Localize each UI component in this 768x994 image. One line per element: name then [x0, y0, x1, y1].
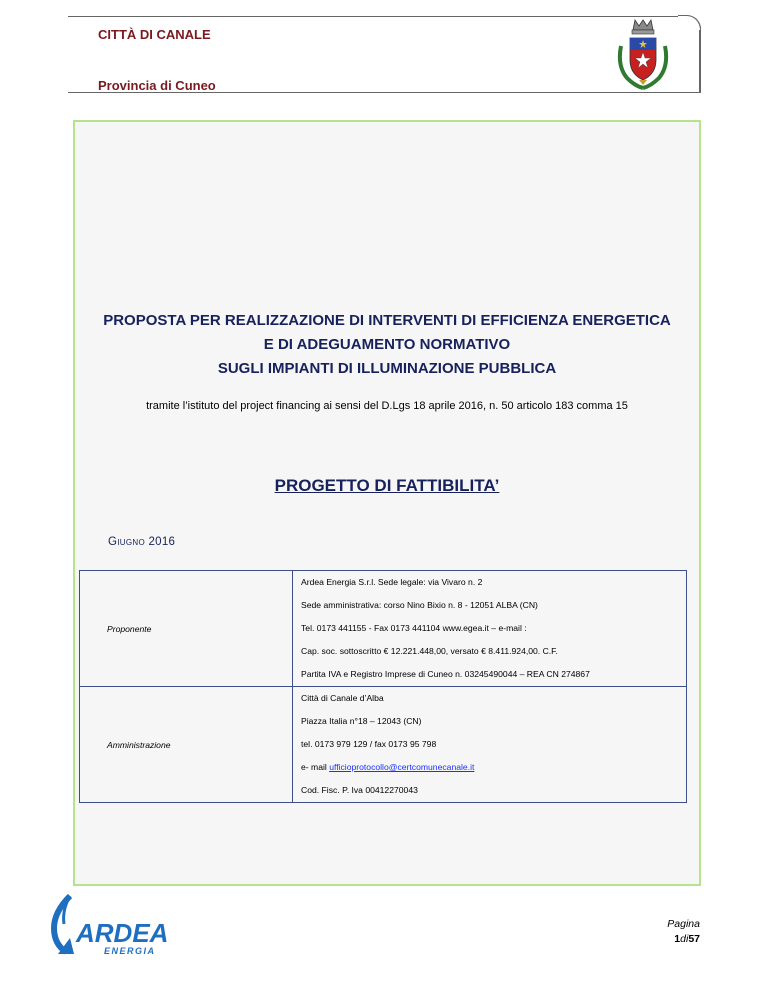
info-table	[79, 570, 687, 803]
proponente-line: Sede amministrativa: corso Nino Bixio n. 8 - 12051 ALBA (CN)	[301, 600, 538, 610]
page-count	[610, 932, 700, 947]
page-of: di	[680, 933, 689, 945]
proponente-line: Ardea Energia S.r.l. Sede legale: via Vivaro n. 2	[301, 577, 483, 587]
coat-of-arms-icon	[613, 16, 673, 90]
title-line-3: SUGLI IMPIANTI DI ILLUMINAZIONE PUBBLICA	[217, 360, 557, 377]
title-line-1: PROPOSTA PER REALIZZAZIONE DI INTERVENTI DI EFFICIENZA ENERGETICA	[103, 312, 671, 329]
amministrazione-details	[293, 687, 687, 803]
page-number	[610, 917, 700, 947]
proponente-details	[293, 571, 687, 687]
amministrazione-line: Cod. Fisc. P. Iva 00412270043	[301, 785, 418, 795]
page-total: 57	[688, 933, 700, 945]
city-name: CITTÀ DI CANALE	[98, 27, 211, 42]
document-date: Giugno 2016	[108, 536, 176, 548]
amministrazione-line: tel. 0173 979 129 / fax 0173 95 798	[301, 739, 437, 749]
proponente-line: Cap. soc. sottoscritto € 12.221.448,00, versato € 8.411.924,00. C.F.	[301, 646, 558, 656]
proponente-label: Proponente	[80, 571, 293, 687]
page-current: 1	[674, 933, 681, 945]
proponente-row	[80, 571, 687, 687]
proponente-line: Partita IVA e Registro Imprese di Cuneo n. 03245490044 – REA CN 274867	[301, 669, 590, 679]
logo-subtext: ENERGIA	[104, 946, 156, 956]
project-title: PROGETTO DI FATTIBILITA’	[274, 476, 500, 495]
email-prefix: e- mail	[301, 762, 330, 772]
province-name: Provincia di Cuneo	[98, 78, 216, 93]
title-line-2: E DI ADEGUAMENTO NORMATIVO	[263, 336, 511, 353]
ardea-heron-logo-icon	[40, 894, 180, 960]
amministrazione-email-line	[301, 756, 686, 779]
amministrazione-line: Città di Canale d’Alba	[301, 693, 384, 703]
email-link[interactable]: ufficioprotocollo@certcomunecanale.it	[329, 762, 475, 772]
page-label: Pagina	[667, 918, 700, 930]
amministrazione-label: Amministrazione	[80, 687, 293, 803]
logo-text: ARDEA	[76, 918, 169, 948]
amministrazione-line: Piazza Italia n°18 – 12043 (CN)	[301, 716, 422, 726]
proponente-line: Tel. 0173 441155 - Fax 0173 441104 www.egea.it – e-mail :	[301, 623, 527, 633]
amministrazione-row	[80, 687, 687, 803]
subtitle: tramite l’istituto del project financing ai sensi del D.Lgs 18 aprile 2016, n. 50 articolo 183 comma 15	[146, 400, 628, 412]
